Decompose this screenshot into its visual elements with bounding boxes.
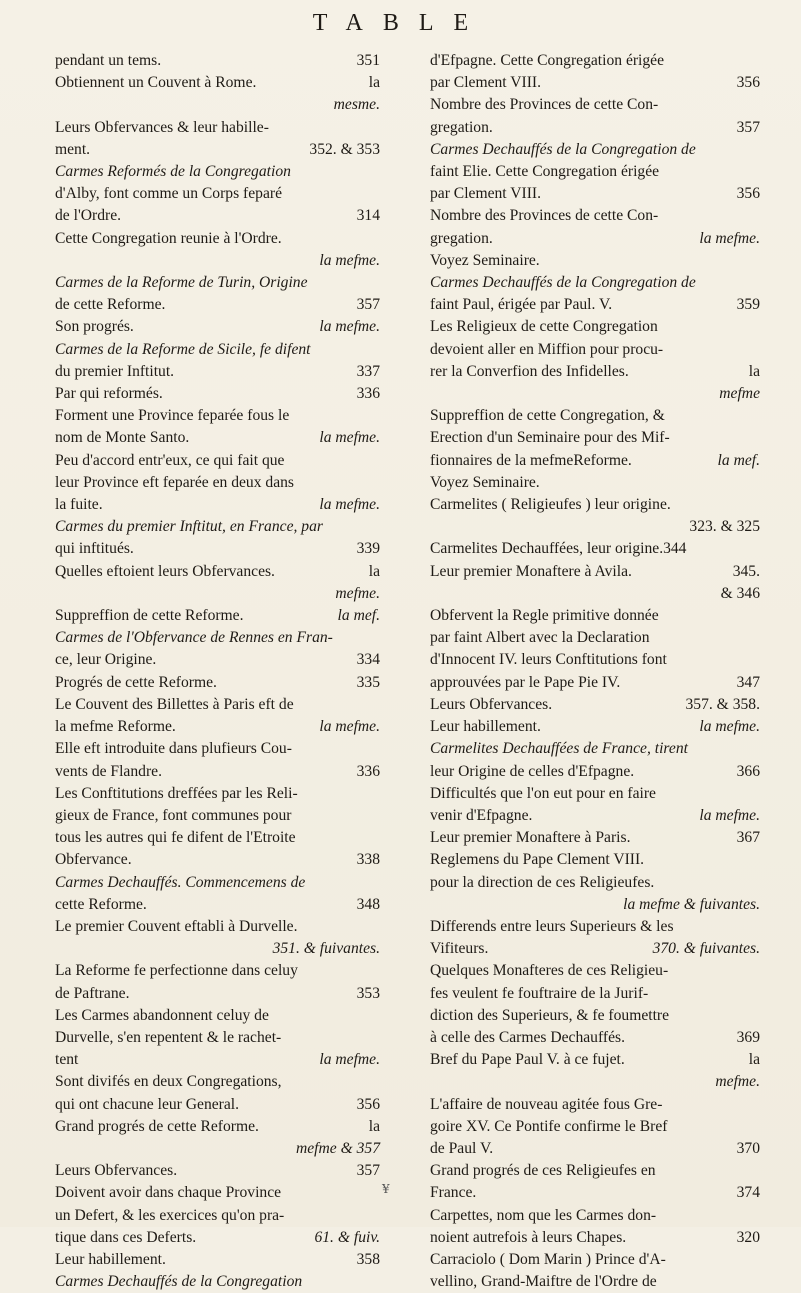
page-ref: la mefme. xyxy=(319,318,380,336)
text-line xyxy=(55,1049,380,1071)
line-text: Nombre des Provinces de cette Con- xyxy=(430,96,659,114)
text-line xyxy=(55,228,380,250)
line-text: Carmelites Dechauffées de France, tirent xyxy=(430,740,688,758)
page-ref: mefme xyxy=(719,385,760,403)
line-text: leur Province eft feparée en deux dans xyxy=(55,473,294,491)
text-line xyxy=(430,1227,760,1249)
line-text: L'affaire de nouveau agitée fous Gre- xyxy=(430,1095,663,1113)
line-text: Son progrés. xyxy=(55,318,134,336)
text-line xyxy=(430,894,760,916)
page-ref: 338 xyxy=(356,851,380,869)
page-ref: la mefme. xyxy=(319,251,380,269)
text-line xyxy=(430,427,760,449)
line-text: vents de Flandre. xyxy=(55,762,162,780)
text-line xyxy=(55,783,380,805)
line-text: Leurs Obfervances. xyxy=(430,695,553,713)
page-ref: la mefme & fuivantes. xyxy=(623,895,760,913)
page-ref: 339 xyxy=(356,540,380,558)
text-line xyxy=(55,849,380,871)
page-ref: 369 xyxy=(736,1028,760,1046)
line-text: Carmes de l'Obfervance de Rennes en Fran- xyxy=(55,629,333,647)
text-line xyxy=(430,1160,760,1182)
line-text: France. xyxy=(430,1184,477,1202)
text-line xyxy=(430,383,760,405)
line-text: de l'Ordre. xyxy=(55,207,122,225)
text-line xyxy=(55,383,380,405)
line-text: d'Alby, font comme un Corps feparé xyxy=(55,185,282,203)
text-line xyxy=(55,450,380,472)
text-line xyxy=(430,1116,760,1138)
page-ref: 366 xyxy=(736,762,760,780)
text-line xyxy=(430,583,760,605)
text-line xyxy=(55,983,380,1005)
page-ref: la xyxy=(368,1117,380,1135)
text-line xyxy=(55,938,380,960)
text-line xyxy=(430,1071,760,1093)
page-ref: la mefme. xyxy=(319,718,380,736)
text-line xyxy=(430,161,760,183)
text-line xyxy=(430,450,760,472)
text-line xyxy=(55,494,380,516)
text-line xyxy=(430,117,760,139)
line-text: Obtiennent un Couvent à Rome. xyxy=(55,74,257,92)
text-line xyxy=(55,583,380,605)
line-text: Carmelites Dechauffées, leur origine.344 xyxy=(430,540,687,558)
page-ref: 336 xyxy=(356,762,380,780)
page-ref: 357 xyxy=(356,1162,380,1180)
line-text: Voyez Seminaire. xyxy=(430,251,540,269)
text-line xyxy=(430,983,760,1005)
text-line xyxy=(430,494,760,516)
right-column xyxy=(430,50,760,1293)
line-text: Quelles eftoient leurs Obfervances. xyxy=(55,562,275,580)
text-line xyxy=(55,1138,380,1160)
page-ref: la mefme. xyxy=(319,429,380,447)
line-text: vellino, Grand-Maiftre de l'Ordre de xyxy=(430,1273,657,1291)
text-line xyxy=(430,649,760,671)
text-line xyxy=(55,72,380,94)
page-ref: 323. & 325 xyxy=(689,518,760,536)
line-text: à celle des Carmes Dechauffés. xyxy=(430,1028,625,1046)
line-text: par faint Albert avec la Declaration xyxy=(430,629,650,647)
text-line xyxy=(55,561,380,583)
page-ref: 359 xyxy=(736,296,760,314)
text-line xyxy=(55,405,380,427)
line-text: ce, leur Origine. xyxy=(55,651,157,669)
page-ref: 370 xyxy=(736,1139,760,1157)
line-text: Sont divifés en deux Congregations, xyxy=(55,1073,282,1091)
text-line xyxy=(55,916,380,938)
line-text: Cette Congregation reunie à l'Ordre. xyxy=(55,229,282,247)
text-line xyxy=(55,427,380,449)
line-text: du premier Inftitut. xyxy=(55,362,175,380)
page-ref: 334 xyxy=(356,651,380,669)
text-line xyxy=(55,894,380,916)
page-ref: la mef. xyxy=(337,607,380,625)
line-text: noient autrefois à leurs Chapes. xyxy=(430,1228,627,1246)
page-ref: 345. xyxy=(732,562,760,580)
text-line xyxy=(430,1027,760,1049)
page-ref: 356 xyxy=(736,74,760,92)
line-text: Leurs Obfervances. xyxy=(55,1162,178,1180)
page-ref: 320 xyxy=(736,1228,760,1246)
line-text: Leur habillement. xyxy=(55,1250,166,1268)
text-line xyxy=(430,94,760,116)
text-line xyxy=(55,183,380,205)
bottom-mark: ¥ xyxy=(382,1182,390,1196)
text-line xyxy=(55,250,380,272)
text-line xyxy=(430,50,760,72)
line-text: Quelques Monafteres de ces Religieu- xyxy=(430,962,669,980)
line-text: Suppreffion de cette Reforme. xyxy=(55,607,244,625)
page-ref: la xyxy=(748,1051,760,1069)
line-text: fes veulent fe fouftraire de la Jurif- xyxy=(430,984,649,1002)
text-line xyxy=(430,72,760,94)
text-line xyxy=(430,1094,760,1116)
text-line xyxy=(430,228,760,250)
line-text: tique dans ces Deferts. xyxy=(55,1228,197,1246)
text-line xyxy=(55,738,380,760)
line-text: Vifiteurs. xyxy=(430,940,489,958)
page-ref: 351. & fuivantes. xyxy=(272,940,380,958)
line-text: Carmes de la Reforme de Turin, Origine xyxy=(55,274,308,292)
page-ref: 347 xyxy=(736,673,760,691)
text-line xyxy=(430,960,760,982)
text-line xyxy=(430,627,760,649)
line-text: Les Conftitutions dreffées par les Reli- xyxy=(55,784,298,802)
text-line xyxy=(430,272,760,294)
text-line xyxy=(55,294,380,316)
text-line xyxy=(430,561,760,583)
text-line xyxy=(55,339,380,361)
text-line xyxy=(55,1205,380,1227)
line-text: leur Origine de celles d'Efpagne. xyxy=(430,762,635,780)
text-line xyxy=(430,1138,760,1160)
page-ref: 374 xyxy=(736,1184,760,1202)
text-line xyxy=(430,1205,760,1227)
line-text: cette Reforme. xyxy=(55,895,147,913)
line-text: gregation. xyxy=(430,229,493,247)
text-line xyxy=(55,272,380,294)
page-ref: la mefme. xyxy=(699,806,760,824)
page-ref: la mefme. xyxy=(699,229,760,247)
line-text: Carpettes, nom que les Carmes don- xyxy=(430,1206,657,1224)
text-line xyxy=(55,1116,380,1138)
text-line xyxy=(430,694,760,716)
text-line xyxy=(430,405,760,427)
line-text: approuvées par le Pape Pie IV. xyxy=(430,673,621,691)
page-ref: 367 xyxy=(736,829,760,847)
text-line xyxy=(430,672,760,694)
page-ref: 352. & 353 xyxy=(309,140,380,158)
line-text: devoient aller en Miffion pour procu- xyxy=(430,340,664,358)
line-text: ment. xyxy=(55,140,91,158)
page-ref: la mef. xyxy=(717,451,760,469)
line-text: faint Elie. Cette Congregation érigée xyxy=(430,163,660,181)
line-text: Carmes Dechauffés de la Congregation de xyxy=(430,140,696,158)
text-line xyxy=(430,1249,760,1271)
line-text: Reglemens du Pape Clement VIII. xyxy=(430,851,645,869)
text-line xyxy=(55,605,380,627)
text-line xyxy=(430,783,760,805)
line-text: faint Paul, érigée par Paul. V. xyxy=(430,296,613,314)
line-text: goire XV. Ce Pontife confirme le Bref xyxy=(430,1117,668,1135)
text-line xyxy=(430,1271,760,1293)
line-text: Nombre des Provinces de cette Con- xyxy=(430,207,659,225)
line-text: Peu d'accord entr'eux, ce qui fait que xyxy=(55,451,285,469)
text-line xyxy=(55,161,380,183)
page-ref: 351 xyxy=(356,52,380,69)
text-line xyxy=(55,805,380,827)
text-line xyxy=(55,117,380,139)
line-text: Durvelle, s'en repentent & le rachet- xyxy=(55,1028,282,1046)
line-text: qui inftitués. xyxy=(55,540,134,558)
line-text: gieux de France, font communes pour xyxy=(55,806,292,824)
line-text: rer la Converfion des Infidelles. xyxy=(430,362,629,380)
text-line xyxy=(430,716,760,738)
text-line xyxy=(430,805,760,827)
line-text: Obfervance. xyxy=(55,851,132,869)
page-ref: la xyxy=(368,562,380,580)
line-text: fionnaires de la mefmeReforme. xyxy=(430,451,632,469)
text-line xyxy=(55,1249,380,1271)
text-line xyxy=(430,849,760,871)
line-text: Forment une Province feparée fous le xyxy=(55,407,290,425)
page-ref: mefme. xyxy=(715,1073,760,1091)
text-line xyxy=(55,627,380,649)
page-ref: la xyxy=(368,74,380,92)
text-line xyxy=(430,139,760,161)
page-ref: 314 xyxy=(356,207,380,225)
line-text: d'Innocent IV. leurs Conftitutions font xyxy=(430,651,667,669)
line-text: la mefme Reforme. xyxy=(55,718,176,736)
page-ref: 357. & 358. xyxy=(685,695,760,713)
text-line xyxy=(430,1049,760,1071)
line-text: diction des Superieurs, & fe foumettre xyxy=(430,1006,670,1024)
text-line xyxy=(55,1182,380,1204)
text-line xyxy=(55,1071,380,1093)
line-text: Erection d'un Seminaire pour des Mif- xyxy=(430,429,670,447)
text-line xyxy=(430,1005,760,1027)
text-line xyxy=(430,472,760,494)
line-text: Carmes Dechauffés de la Congregation xyxy=(55,1273,303,1291)
text-line xyxy=(430,316,760,338)
page-ref: & 346 xyxy=(720,584,760,602)
text-line xyxy=(55,361,380,383)
line-text: Suppreffion de cette Congregation, & xyxy=(430,407,665,425)
line-text: Les Religieux de cette Congregation xyxy=(430,318,658,336)
text-line xyxy=(55,649,380,671)
line-text: Carmes Reformés de la Congregation xyxy=(55,163,291,181)
line-text: pour la direction de ces Religieufes. xyxy=(430,873,655,891)
text-line xyxy=(430,605,760,627)
text-line xyxy=(430,294,760,316)
text-line xyxy=(55,1227,380,1249)
left-column xyxy=(55,50,380,1293)
page-ref: 61. & fuiv. xyxy=(314,1228,380,1246)
text-line xyxy=(430,872,760,894)
line-text: Doivent avoir dans chaque Province xyxy=(55,1184,282,1202)
line-text: Bref du Pape Paul V. à ce fujet. xyxy=(430,1051,625,1069)
text-line xyxy=(55,1005,380,1027)
line-text: Leurs Obfervances & leur habille- xyxy=(55,118,269,136)
text-line xyxy=(55,672,380,694)
text-line xyxy=(430,738,760,760)
line-text: Differends entre leurs Superieurs & les xyxy=(430,917,674,935)
line-text: La Reforme fe perfectionne dans celuy xyxy=(55,962,298,980)
text-line xyxy=(55,50,380,72)
text-line xyxy=(55,761,380,783)
text-line xyxy=(55,316,380,338)
page-ref: 337 xyxy=(356,362,380,380)
line-text: tent xyxy=(55,1051,79,1069)
page-ref: la xyxy=(748,362,760,380)
text-line xyxy=(55,1271,380,1293)
text-line xyxy=(55,516,380,538)
text-line xyxy=(430,183,760,205)
text-line xyxy=(55,827,380,849)
text-line xyxy=(430,761,760,783)
line-text: Carmes du premier Inftitut, en France, par xyxy=(55,518,323,536)
page-ref: mefme. xyxy=(335,584,380,602)
page-ref: 357 xyxy=(356,296,380,314)
text-line xyxy=(430,916,760,938)
line-text: Le Couvent des Billettes à Paris eft de xyxy=(55,695,294,713)
text-line xyxy=(55,960,380,982)
page-ref: la mefme. xyxy=(699,718,760,736)
line-text: d'Efpagne. Cette Congregation érigée xyxy=(430,52,665,69)
line-text: Le premier Couvent eftabli à Durvelle. xyxy=(55,917,298,935)
line-text: Obfervent la Regle primitive donnée xyxy=(430,607,659,625)
text-line xyxy=(55,94,380,116)
line-text: Grand progrés de ces Religieufes en xyxy=(430,1162,656,1180)
page-header: TABLE xyxy=(312,10,489,36)
line-text: qui ont chacune leur General. xyxy=(55,1095,240,1113)
page-ref: 336 xyxy=(356,385,380,403)
page-ref: la mefme. xyxy=(319,1051,380,1069)
line-text: Leur premier Monaftere à Avila. xyxy=(430,562,632,580)
text-line xyxy=(430,205,760,227)
page-ref: la mefme. xyxy=(319,496,380,514)
page-ref: 356 xyxy=(356,1095,380,1113)
text-line xyxy=(430,516,760,538)
line-text: gregation. xyxy=(430,118,493,136)
line-text: Grand progrés de cette Reforme. xyxy=(55,1117,259,1135)
line-text: Carmes Dechauffés de la Congregation de xyxy=(430,274,696,292)
text-line xyxy=(430,339,760,361)
line-text: pendant un tems. xyxy=(55,52,162,69)
line-text: Carmelites ( Religieufes ) leur origine. xyxy=(430,496,671,514)
text-line xyxy=(55,1027,380,1049)
line-text: venir d'Efpagne. xyxy=(430,806,533,824)
text-line xyxy=(430,538,760,560)
line-text: Difficultés que l'on eut pour en faire xyxy=(430,784,656,802)
page-ref: 353 xyxy=(356,984,380,1002)
line-text: de cette Reforme. xyxy=(55,296,166,314)
line-text: de Paftrane. xyxy=(55,984,130,1002)
line-text: Voyez Seminaire. xyxy=(430,473,540,491)
page-ref: 358 xyxy=(356,1250,380,1268)
line-text: la fuite. xyxy=(55,496,103,514)
text-line xyxy=(55,139,380,161)
text-line xyxy=(55,1160,380,1182)
page-ref: mesme. xyxy=(333,96,380,114)
line-text: tous les autres qui fe difent de l'Etroite xyxy=(55,829,296,847)
line-text: Elle eft introduite dans plufieurs Cou- xyxy=(55,740,292,758)
text-line xyxy=(430,827,760,849)
text-line xyxy=(55,205,380,227)
line-text: Carmes de la Reforme de Sicile, fe difent xyxy=(55,340,311,358)
line-text: Leur premier Monaftere à Paris. xyxy=(430,829,631,847)
line-text: Par qui reformés. xyxy=(55,385,163,403)
line-text: par Clement VIII. xyxy=(430,185,541,203)
text-line xyxy=(430,361,760,383)
line-text: Les Carmes abandonnent celuy de xyxy=(55,1006,269,1024)
page-ref: 357 xyxy=(736,118,760,136)
line-text: Leur habillement. xyxy=(430,718,541,736)
text-line xyxy=(430,250,760,272)
text-line xyxy=(430,1182,760,1204)
line-text: Progrés de cette Reforme. xyxy=(55,673,217,691)
line-text: nom de Monte Santo. xyxy=(55,429,190,447)
text-line xyxy=(55,716,380,738)
text-line xyxy=(55,694,380,716)
text-line xyxy=(55,538,380,560)
text-line xyxy=(55,1094,380,1116)
line-text: un Defert, & les exercices qu'on pra- xyxy=(55,1206,285,1224)
line-text: Carraciolo ( Dom Marin ) Prince d'A- xyxy=(430,1250,666,1268)
page-ref: 356 xyxy=(736,185,760,203)
text-line xyxy=(55,872,380,894)
text-line xyxy=(430,938,760,960)
page-ref: 348 xyxy=(356,895,380,913)
text-line xyxy=(55,472,380,494)
line-text: de Paul V. xyxy=(430,1139,494,1157)
line-text: par Clement VIII. xyxy=(430,74,541,92)
page-ref: 335 xyxy=(356,673,380,691)
page-ref: mefme & 357 xyxy=(295,1139,380,1157)
line-text: Carmes Dechauffés. Commencemens de xyxy=(55,873,306,891)
page-ref: 370. & fuivantes. xyxy=(652,940,760,958)
